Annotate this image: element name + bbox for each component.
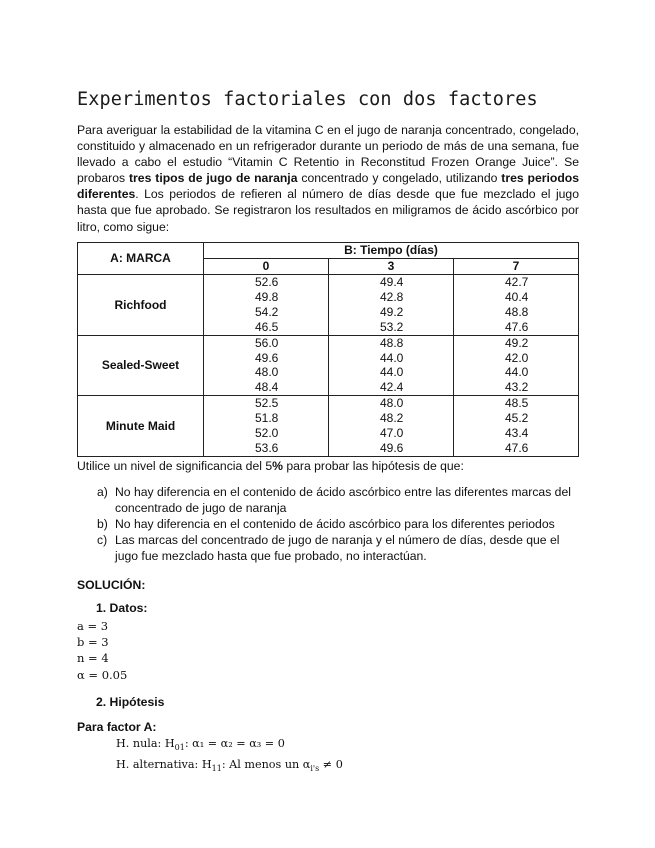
measurement-value: 53.2	[380, 319, 404, 334]
measurement-value: 43.4	[505, 426, 529, 441]
measurement-value: 49.6	[255, 350, 279, 365]
intro-text-2: concentrado y congelado, utilizando	[297, 171, 502, 186]
instruction-percent: %	[272, 459, 283, 473]
list-item-text: No hay diferencia en el contenido de ácido ascórbico para los diferentes periodos	[115, 517, 555, 531]
measurement-cell	[454, 396, 579, 457]
measurement-value: 45.2	[505, 411, 529, 426]
factor-b-header: B: Tiempo (días)	[204, 243, 579, 259]
measurement-value: 52.6	[255, 275, 279, 289]
list-item	[77, 484, 579, 516]
data-value: b = 3	[77, 635, 109, 650]
measurement-value: 52.0	[255, 426, 279, 441]
section-datos-heading: 1. Datos:	[96, 601, 148, 615]
measurement-value: 43.2	[505, 380, 529, 395]
table-row	[78, 396, 579, 457]
table-row	[78, 335, 579, 396]
data-value: α = 0.05	[77, 667, 128, 682]
data-value: a = 3	[77, 619, 109, 633]
brand-cell: Minute Maid	[78, 396, 204, 457]
instruction-text-end: para probar las hipótesis de que:	[282, 459, 464, 473]
measurement-cell	[204, 396, 329, 457]
measurement-cell	[204, 335, 329, 396]
factor-a-hypotheses	[116, 736, 343, 777]
measurement-value: 42.0	[505, 350, 529, 365]
measurement-value: 48.0	[255, 365, 279, 380]
measurement-value: 49.2	[380, 304, 404, 319]
measurement-cell	[454, 275, 579, 336]
hypotheses-list	[77, 484, 579, 564]
measurement-cell	[329, 335, 454, 396]
measurement-value: 49.4	[380, 275, 404, 289]
measurement-value: 44.0	[380, 350, 404, 365]
alt-hyp-symbol: H	[201, 757, 212, 771]
factor-a-label: Para factor A:	[77, 720, 157, 734]
data-value: n = 4	[77, 651, 109, 666]
list-item-text: No hay diferencia en el contenido de ácido ascórbico entre las diferentes marcas del concentrado de jugo de naranja	[115, 485, 571, 515]
measurement-value: 48.8	[380, 335, 404, 350]
measurement-cell	[204, 275, 329, 336]
alt-hyp-expression: : Al menos un α	[221, 757, 311, 771]
alt-hyp-expression-subscript: i's	[310, 763, 320, 773]
null-hyp-symbol: H	[164, 737, 175, 750]
null-hyp-expression: : α₁ = α₂ = α₃ = 0	[184, 737, 285, 750]
measurement-cell	[329, 396, 454, 457]
instruction-text: Utilice un nivel de significancia del 5	[77, 459, 273, 473]
intro-text-3: . Los periodos de refieren al número de días desde que fue mezclado el jugo hasta que fue aprobado. Se registraron los resultados en miligramos de ácido ascórbico por litro, como sigue:	[77, 187, 579, 234]
measurement-value: 42.7	[505, 275, 529, 289]
measurement-value: 48.2	[380, 411, 404, 426]
table-row	[78, 275, 579, 336]
measurement-value: 51.8	[255, 411, 279, 426]
alt-hyp-expression-end: ≠ 0	[319, 757, 343, 771]
list-item	[77, 532, 579, 564]
alt-hyp-label: H. alternativa:	[116, 757, 202, 771]
measurement-value: 47.6	[505, 319, 529, 334]
measurement-value: 54.2	[255, 304, 279, 319]
factor-a-header: A: MARCA	[78, 243, 204, 275]
measurement-value: 48.8	[505, 304, 529, 319]
data-table	[77, 242, 579, 457]
significance-instruction	[77, 459, 464, 473]
alt-hypothesis	[116, 757, 343, 778]
measurement-cell	[329, 275, 454, 336]
measurement-value: 42.4	[380, 380, 404, 395]
measurement-value: 48.5	[505, 396, 529, 411]
measurement-value: 49.6	[380, 440, 404, 455]
measurement-value: 48.4	[255, 380, 279, 395]
period-header: 3	[329, 259, 454, 275]
measurement-value: 53.6	[255, 440, 279, 455]
null-hyp-label: H. nula:	[116, 737, 165, 750]
intro-paragraph	[77, 122, 579, 235]
intro-bold-1: tres tipos de jugo de naranja	[129, 171, 298, 186]
list-marker: a)	[97, 485, 108, 499]
list-item	[77, 516, 579, 532]
list-item-text: Las marcas del concentrado de jugo de naranja y el número de días, desde que el jugo fue mezclado hasta que fue probado, no interactúan.	[115, 533, 560, 563]
measurement-value: 49.2	[505, 335, 529, 350]
null-hypothesis	[116, 736, 343, 757]
measurement-value: 56.0	[255, 335, 279, 350]
page-title: Experimentos factoriales con dos factores	[77, 89, 538, 110]
list-marker: c)	[97, 533, 108, 547]
null-hyp-subscript: 01	[174, 743, 185, 753]
intro-text-1: Para averiguar la estabilidad de la vitamina C en el jugo de naranja concentrado, congelado, constituido y almacenado en un refrigerador durante un periodo de más de una semana, fue llevado a cabo el estudio “Vitamin C Retentio in Reconstitud Frozen Orange Juice”. Se probaros	[77, 123, 579, 186]
measurement-value: 47.0	[380, 426, 404, 441]
measurement-value: 52.5	[255, 396, 279, 411]
data-values-list	[77, 618, 127, 683]
intro-bold-2: tres periodos diferentes	[77, 171, 579, 202]
measurement-value: 40.4	[505, 289, 529, 304]
measurement-cell	[454, 335, 579, 396]
brand-cell: Sealed-Sweet	[78, 335, 204, 396]
measurement-value: 46.5	[255, 319, 279, 334]
period-header: 0	[204, 259, 329, 275]
measurement-value: 44.0	[380, 365, 404, 380]
measurement-value: 42.8	[380, 289, 404, 304]
period-header: 7	[454, 259, 579, 275]
brand-cell: Richfood	[78, 275, 204, 336]
section-hipotesis-heading: 2. Hipótesis	[96, 695, 165, 709]
list-marker: b)	[97, 517, 108, 531]
measurement-value: 49.8	[255, 289, 279, 304]
alt-hyp-subscript: 11	[211, 763, 222, 773]
measurement-value: 48.0	[380, 396, 404, 411]
measurement-value: 44.0	[505, 365, 529, 380]
measurement-value: 47.6	[505, 440, 529, 455]
solution-heading: SOLUCIÓN:	[77, 578, 146, 592]
